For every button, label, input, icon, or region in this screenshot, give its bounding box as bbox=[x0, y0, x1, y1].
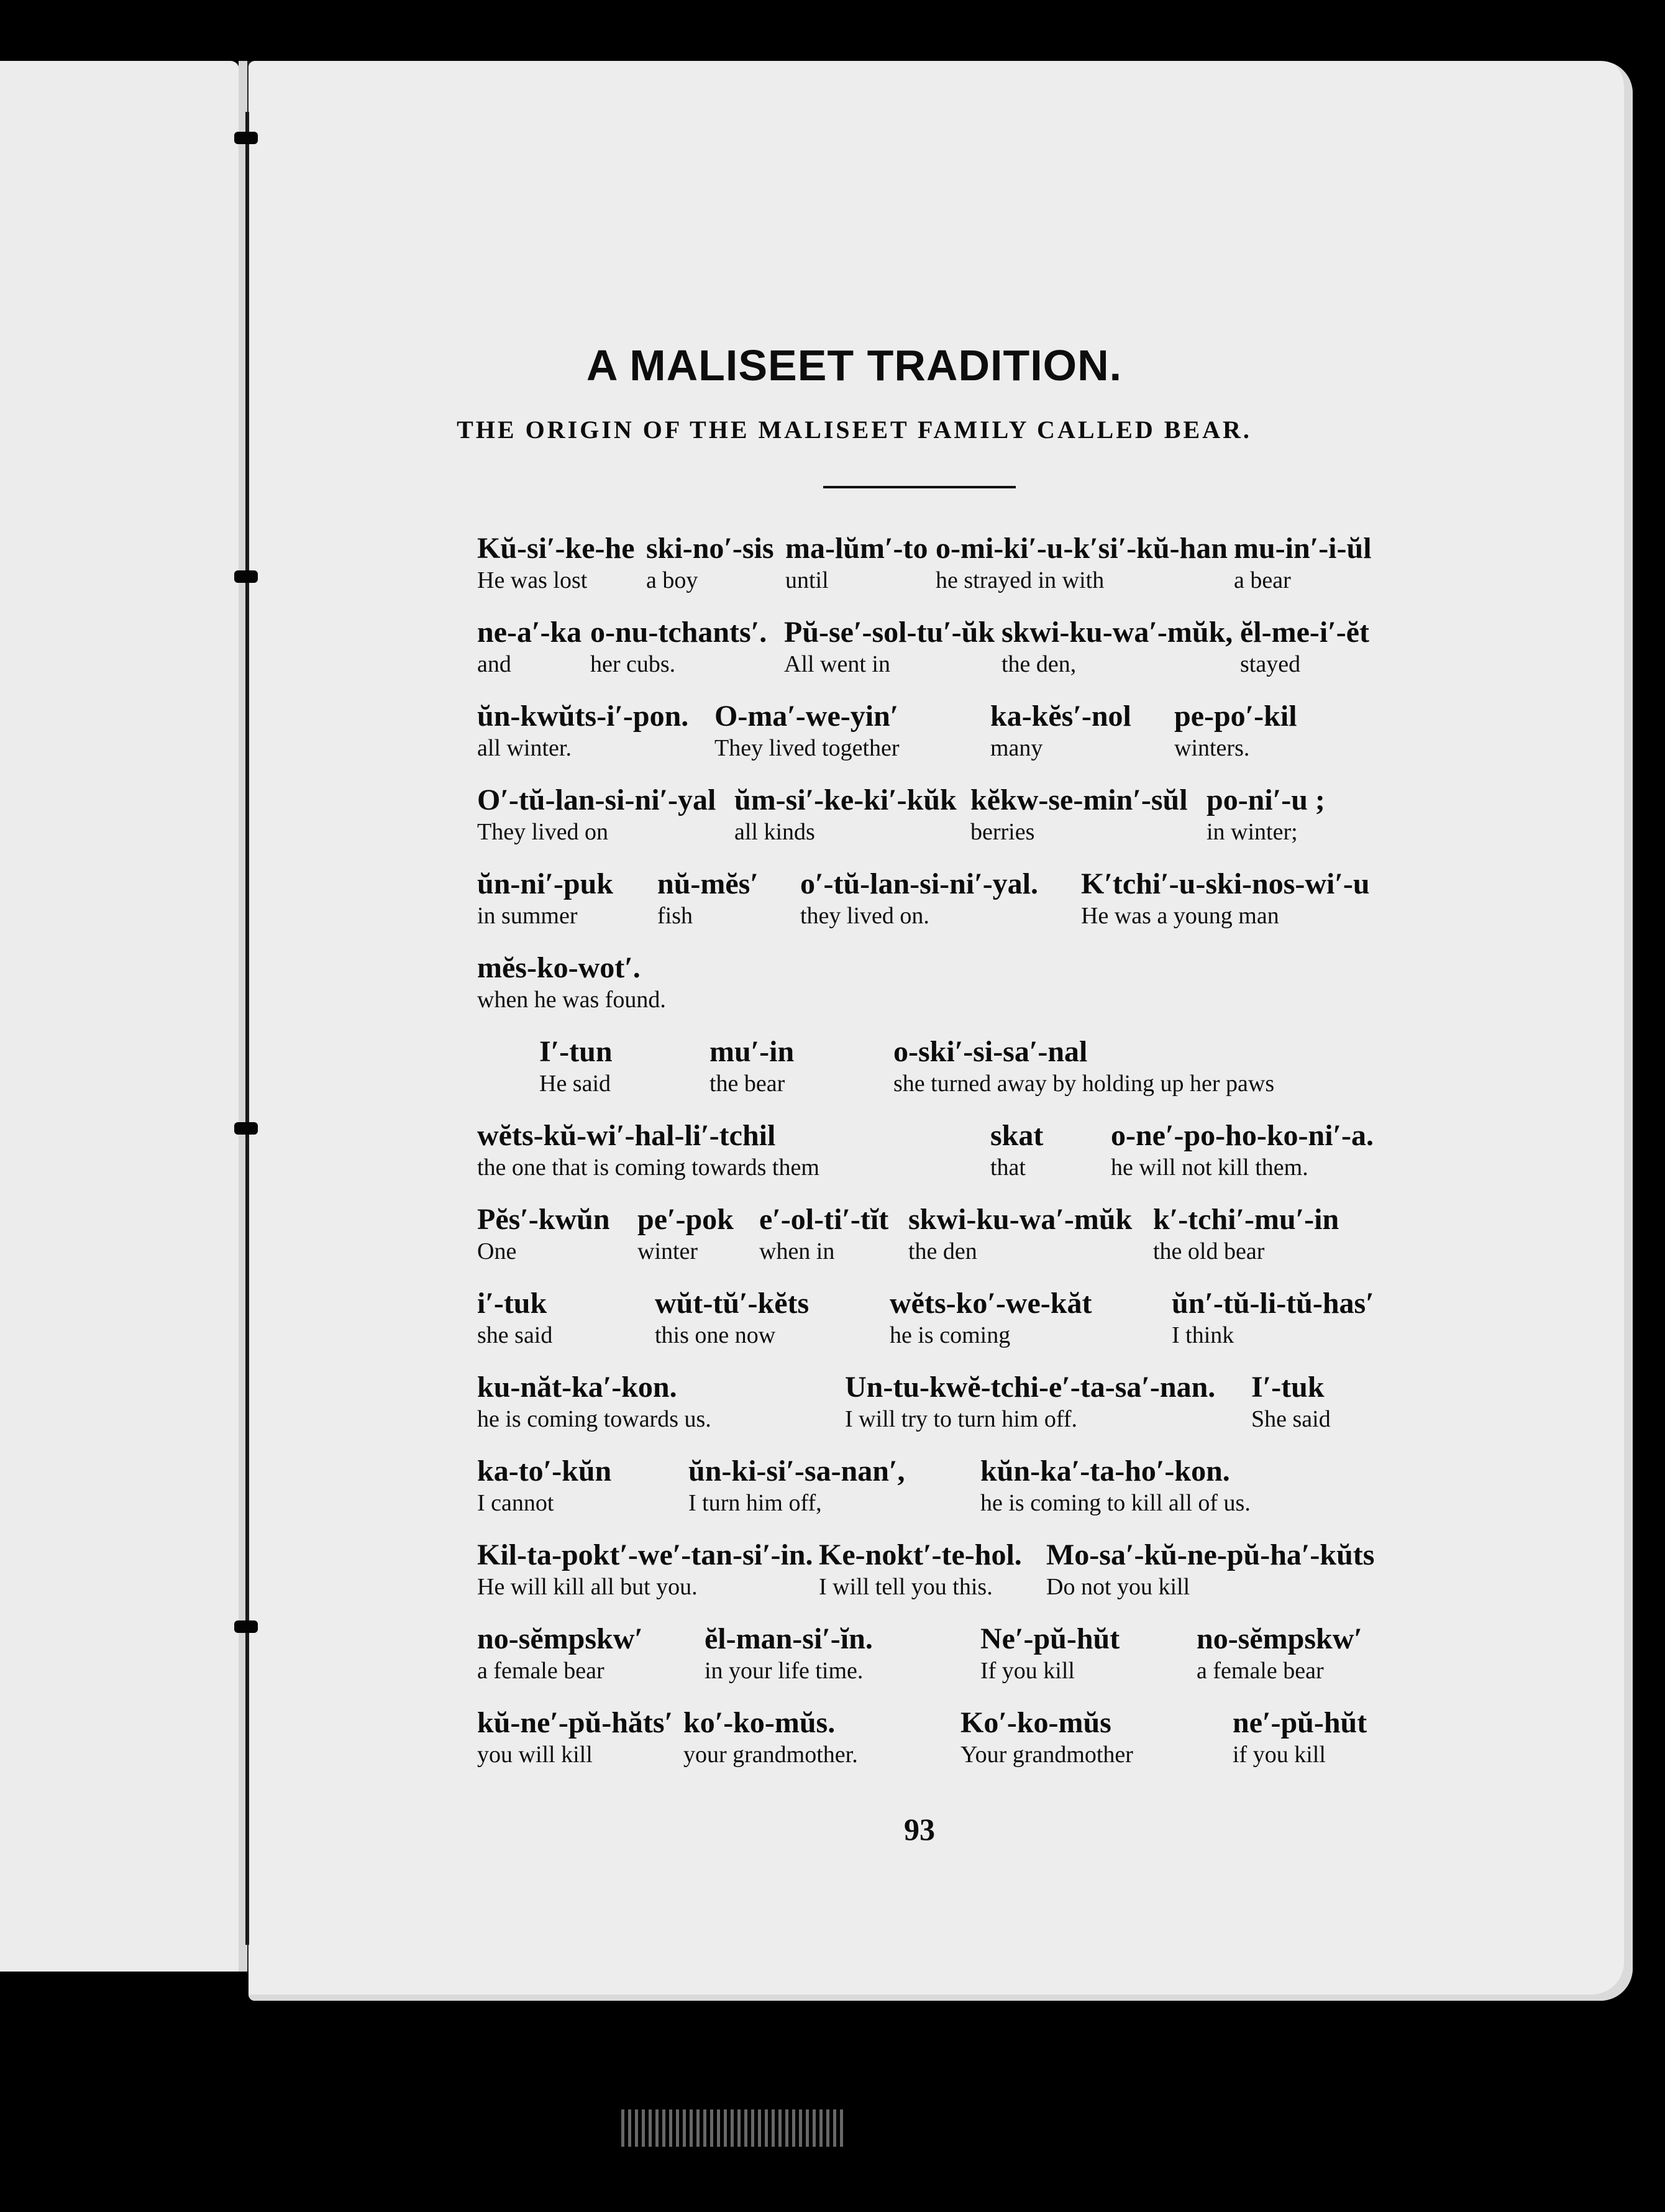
word-pair bbox=[990, 701, 1131, 761]
english-gloss: the one that is coming towards them bbox=[477, 1154, 819, 1181]
english-gloss: One bbox=[477, 1238, 517, 1264]
maliseet-word: kŭ-ne′-pŭ-hăts′ bbox=[477, 1706, 673, 1739]
maliseet-word: wŭt-tŭ′-kĕts bbox=[655, 1287, 810, 1320]
word-pair bbox=[908, 1204, 1132, 1264]
english-gloss: Do not you kill bbox=[1046, 1574, 1190, 1600]
english-gloss: winter bbox=[637, 1238, 698, 1264]
word-pair bbox=[893, 1036, 1274, 1096]
maliseet-word: kŭn-ka′-ta-ho′-kon. bbox=[980, 1455, 1230, 1488]
maliseet-word: ŭn′-tŭ-li-tŭ-has′ bbox=[1172, 1287, 1374, 1320]
word-pair bbox=[477, 869, 613, 928]
english-gloss: They lived on bbox=[477, 819, 609, 845]
word-pair bbox=[800, 869, 1038, 928]
maliseet-word: o-ne′-po-ho-ko-ni′-a. bbox=[1111, 1119, 1374, 1152]
english-gloss: she turned away by holding up her paws bbox=[893, 1071, 1275, 1097]
maliseet-word: mu′-in bbox=[709, 1035, 795, 1068]
maliseet-word: ŭn-kwŭts-i′-pon. bbox=[477, 700, 689, 733]
maliseet-word: ski-no′-sis bbox=[646, 532, 774, 565]
maliseet-word: mĕs-ko-wot′. bbox=[477, 951, 641, 984]
maliseet-word: kĕkw-se-min′-sŭl bbox=[970, 784, 1188, 816]
word-pair bbox=[990, 1120, 1043, 1180]
word-pair bbox=[785, 533, 928, 593]
english-gloss: I turn him off, bbox=[688, 1490, 822, 1516]
word-pair bbox=[759, 1204, 888, 1264]
word-pair bbox=[683, 1707, 858, 1767]
english-gloss: a boy bbox=[646, 567, 698, 593]
english-gloss: until bbox=[785, 567, 829, 593]
english-gloss: you will kill bbox=[477, 1742, 593, 1768]
english-gloss: and bbox=[477, 651, 511, 677]
maliseet-word: no-sĕmpskw′ bbox=[1197, 1622, 1362, 1655]
word-pair bbox=[784, 617, 995, 677]
english-gloss: all winter. bbox=[477, 735, 572, 761]
maliseet-word: I′-tuk bbox=[1251, 1371, 1325, 1404]
word-pair bbox=[477, 1456, 611, 1515]
maliseet-word: ŭm-si′-ke-ki′-kŭk bbox=[734, 784, 957, 816]
maliseet-word: I′-tun bbox=[539, 1035, 613, 1068]
maliseet-word: ŭn-ki-si′-sa-nan′, bbox=[688, 1455, 905, 1488]
maliseet-word: o-mi-ki′-u-k′si′-kŭ-han bbox=[936, 532, 1228, 565]
english-gloss: they lived on. bbox=[800, 903, 929, 929]
english-gloss: I cannot bbox=[477, 1490, 554, 1516]
word-pair bbox=[477, 1540, 813, 1599]
maliseet-word: ko′-ko-mŭs. bbox=[683, 1706, 836, 1739]
word-pair bbox=[477, 1624, 643, 1683]
word-pair bbox=[1240, 617, 1369, 677]
english-gloss: he will not kill them. bbox=[1111, 1154, 1308, 1181]
maliseet-word: Ke-nokt′-te-hol. bbox=[819, 1538, 1022, 1571]
word-pair bbox=[960, 1707, 1133, 1767]
word-pair bbox=[477, 701, 688, 761]
word-pair bbox=[980, 1624, 1120, 1683]
maliseet-word: pe-po′-kil bbox=[1174, 700, 1297, 733]
maliseet-word: pe′-pok bbox=[637, 1203, 734, 1236]
word-pair bbox=[477, 1288, 552, 1348]
word-pair bbox=[1153, 1204, 1339, 1264]
english-gloss: he is coming to kill all of us. bbox=[980, 1490, 1251, 1516]
word-pair bbox=[819, 1540, 1022, 1599]
maliseet-word: ne-a′-ka bbox=[477, 616, 582, 649]
word-pair bbox=[657, 869, 759, 928]
maliseet-word: Kŭ-si′-ke-he bbox=[477, 532, 635, 565]
english-gloss: when in bbox=[759, 1238, 835, 1264]
word-pair bbox=[845, 1372, 1215, 1432]
word-pair bbox=[1111, 1120, 1374, 1180]
binding-stitch bbox=[234, 132, 258, 144]
maliseet-word: po-ni′-u ; bbox=[1207, 784, 1325, 816]
english-gloss: a female bear bbox=[1197, 1658, 1324, 1684]
word-pair bbox=[477, 953, 666, 1012]
maliseet-word: K′tchi′-u-ski-nos-wi′-u bbox=[1081, 867, 1370, 900]
maliseet-word: wĕts-ko′-we-kăt bbox=[890, 1287, 1092, 1320]
english-gloss: your grandmother. bbox=[683, 1742, 858, 1768]
word-pair bbox=[1234, 533, 1372, 593]
maliseet-word: Ko′-ko-mŭs bbox=[960, 1706, 1111, 1739]
word-pair bbox=[1174, 701, 1297, 761]
maliseet-word: o-ski′-si-sa′-nal bbox=[893, 1035, 1088, 1068]
word-pair bbox=[688, 1456, 905, 1515]
word-pair bbox=[477, 1707, 673, 1767]
word-pair bbox=[890, 1288, 1092, 1348]
maliseet-word: i′-tuk bbox=[477, 1287, 547, 1320]
english-gloss: Your grandmother bbox=[960, 1742, 1133, 1768]
english-gloss: He was a young man bbox=[1081, 903, 1279, 929]
word-pair bbox=[477, 785, 716, 844]
title-rule bbox=[823, 486, 1016, 488]
maliseet-word: ne′-pŭ-hŭt bbox=[1233, 1706, 1367, 1739]
word-pair bbox=[1172, 1288, 1374, 1348]
english-gloss: this one now bbox=[655, 1322, 776, 1348]
english-gloss: her cubs. bbox=[590, 651, 676, 677]
maliseet-word: Kil-ta-pokt′-we′-tan-si′-in. bbox=[477, 1538, 813, 1571]
english-gloss: He said bbox=[539, 1071, 611, 1097]
english-gloss: he is coming towards us. bbox=[477, 1406, 711, 1432]
maliseet-word: Mo-sa′-kŭ-ne-pŭ-ha′-kŭts bbox=[1046, 1538, 1375, 1571]
maliseet-word: Un-tu-kwĕ-tchi-e′-ta-sa′-nan. bbox=[845, 1371, 1216, 1404]
maliseet-word: skwi-ku-wa′-mŭk bbox=[908, 1203, 1133, 1236]
maliseet-word: Pĕs′-kwŭn bbox=[477, 1203, 610, 1236]
english-gloss: the den, bbox=[1001, 651, 1077, 677]
english-gloss: fish bbox=[657, 903, 693, 929]
english-gloss: stayed bbox=[1240, 651, 1301, 677]
word-pair bbox=[1001, 617, 1233, 677]
english-gloss: winters. bbox=[1174, 735, 1250, 761]
english-gloss: the old bear bbox=[1153, 1238, 1265, 1264]
binding-stitch bbox=[234, 570, 258, 583]
word-pair bbox=[1233, 1707, 1367, 1767]
maliseet-word: o-nu-tchants′. bbox=[590, 616, 767, 649]
word-pair bbox=[477, 1372, 711, 1432]
maliseet-word: Pŭ-se′-sol-tu′-ŭk bbox=[784, 616, 995, 649]
english-gloss: if you kill bbox=[1233, 1742, 1326, 1768]
english-gloss: They lived together bbox=[714, 735, 900, 761]
english-gloss: she said bbox=[477, 1322, 553, 1348]
maliseet-word: k′-tchi′-mu′-in bbox=[1153, 1203, 1339, 1236]
maliseet-word: O-ma′-we-yin′ bbox=[714, 700, 899, 733]
english-gloss: berries bbox=[970, 819, 1035, 845]
word-pair bbox=[477, 1204, 610, 1264]
page-number: 93 bbox=[904, 1812, 935, 1847]
word-pair bbox=[709, 1036, 794, 1096]
word-pair bbox=[1081, 869, 1370, 928]
word-pair bbox=[970, 785, 1188, 844]
word-pair bbox=[714, 701, 900, 761]
word-pair bbox=[980, 1456, 1251, 1515]
maliseet-word: e′-ol-ti′-tĭt bbox=[759, 1203, 889, 1236]
english-gloss: he is coming bbox=[890, 1322, 1011, 1348]
english-gloss: If you kill bbox=[980, 1658, 1075, 1684]
english-gloss: a female bear bbox=[477, 1658, 604, 1684]
english-gloss: when he was found. bbox=[477, 987, 666, 1013]
english-gloss: in your life time. bbox=[705, 1658, 864, 1684]
word-pair bbox=[477, 1120, 819, 1180]
binding-stitch bbox=[234, 1620, 258, 1633]
maliseet-word: ma-lŭm′-to bbox=[785, 532, 928, 565]
word-pair bbox=[1251, 1372, 1331, 1432]
english-gloss: all kinds bbox=[734, 819, 815, 845]
word-pair bbox=[637, 1204, 734, 1264]
word-pair bbox=[734, 785, 957, 844]
english-gloss: the bear bbox=[709, 1071, 785, 1097]
english-gloss: I think bbox=[1172, 1322, 1234, 1348]
maliseet-word: ĕl-me-i′-ĕt bbox=[1240, 616, 1370, 649]
word-pair bbox=[1207, 785, 1325, 844]
page-title: A MALISEET TRADITION. bbox=[586, 341, 1123, 390]
maliseet-word: ĕl-man-si′-ĭn. bbox=[705, 1622, 873, 1655]
word-pair bbox=[477, 617, 582, 677]
maliseet-word: O′-tŭ-lan-si-ni′-yal bbox=[477, 784, 716, 816]
english-gloss: She said bbox=[1251, 1406, 1331, 1432]
word-pair bbox=[1046, 1540, 1374, 1599]
english-gloss: in winter; bbox=[1207, 819, 1298, 845]
maliseet-word: skat bbox=[990, 1119, 1044, 1152]
english-gloss: All went in bbox=[784, 651, 890, 677]
maliseet-word: ka-kĕs′-nol bbox=[990, 700, 1131, 733]
word-pair bbox=[477, 533, 635, 593]
english-gloss: many bbox=[990, 735, 1043, 761]
maliseet-word: Ne′-pŭ-hŭt bbox=[980, 1622, 1120, 1655]
scan-speck bbox=[992, 29, 1000, 41]
english-gloss: I will try to turn him off. bbox=[845, 1406, 1077, 1432]
english-gloss: in summer bbox=[477, 903, 578, 929]
english-gloss: that bbox=[990, 1154, 1026, 1181]
english-gloss: He was lost bbox=[477, 567, 588, 593]
scan-noise bbox=[621, 2109, 845, 2147]
maliseet-word: ku-năt-ka′-kon. bbox=[477, 1371, 677, 1404]
maliseet-word: nŭ-mĕs′ bbox=[657, 867, 759, 900]
english-gloss: a bear bbox=[1234, 567, 1291, 593]
page-subtitle: THE ORIGIN OF THE MALISEET FAMILY CALLED BEAR. bbox=[457, 416, 1252, 444]
english-gloss: He will kill all but you. bbox=[477, 1574, 698, 1600]
word-pair bbox=[646, 533, 774, 593]
word-pair bbox=[590, 617, 767, 677]
word-pair bbox=[705, 1624, 873, 1683]
maliseet-word: ŭn-ni′-puk bbox=[477, 867, 613, 900]
maliseet-word: wĕts-kŭ-wi′-hal-li′-tchil bbox=[477, 1119, 776, 1152]
maliseet-word: skwi-ku-wa′-mŭk, bbox=[1001, 616, 1233, 649]
english-gloss: I will tell you this. bbox=[819, 1574, 993, 1600]
maliseet-word: no-sĕmpskw′ bbox=[477, 1622, 643, 1655]
binding-stitch bbox=[234, 1122, 258, 1135]
word-pair bbox=[936, 533, 1228, 593]
word-pair bbox=[655, 1288, 809, 1348]
maliseet-word: o′-tŭ-lan-si-ni′-yal. bbox=[800, 867, 1039, 900]
english-gloss: the den bbox=[908, 1238, 977, 1264]
word-pair bbox=[1197, 1624, 1362, 1683]
word-pair bbox=[539, 1036, 613, 1096]
maliseet-word: ka-to′-kŭn bbox=[477, 1455, 612, 1488]
maliseet-word: mu-in′-i-ŭl bbox=[1234, 532, 1372, 565]
english-gloss: he strayed in with bbox=[936, 567, 1105, 593]
